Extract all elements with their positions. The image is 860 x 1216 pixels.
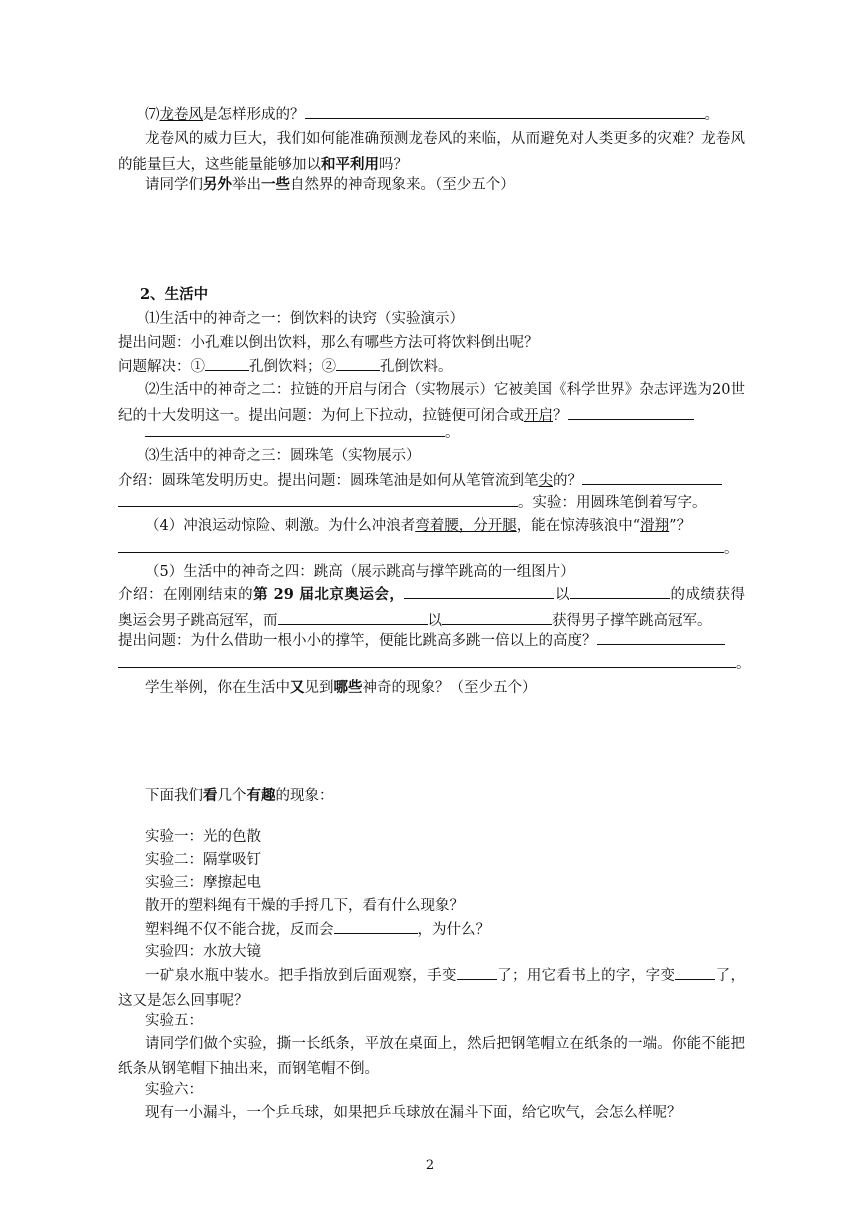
item2-underline: 开启 bbox=[524, 408, 553, 424]
item1-title: ⑴生活中的神奇之一：倒饮料的诀窍（实验演示） bbox=[145, 311, 464, 327]
item4-continuation bbox=[118, 536, 745, 561]
section-heading-life bbox=[118, 283, 767, 307]
examples-bold-1: 又 bbox=[290, 679, 305, 696]
solve-c: 孔倒饮料。 bbox=[380, 359, 453, 375]
examples-prompt bbox=[118, 676, 772, 700]
item5-end: 。 bbox=[736, 656, 751, 672]
tornado-text-b: 吗？ bbox=[379, 157, 408, 173]
blank-highjump-score[interactable] bbox=[570, 582, 670, 599]
item3-end: 。实验：用圆珠笔倒着写字。 bbox=[518, 495, 707, 511]
examples-bold-2: 哪些 bbox=[333, 679, 363, 696]
answer-blank-surf[interactable] bbox=[118, 536, 724, 553]
blank-word[interactable] bbox=[675, 963, 715, 980]
answer-blank-pen-2[interactable] bbox=[118, 490, 518, 507]
item2-text: ⑵生活中的神奇之二：拉链的开启与闭合（实物展示）它被美国《科学世界》杂志评选为20世纪的十大发明这一。提出问题：为何上下拉动，拉链便可闭合或 bbox=[118, 382, 745, 424]
item2-q-mark: ？ bbox=[553, 408, 568, 424]
experiment-6: 实验六： bbox=[145, 1082, 203, 1098]
page-number: 2 bbox=[425, 1158, 435, 1173]
item4-underline-2: 滑翔 bbox=[640, 518, 670, 534]
item5-q-text: 提出问题：为什么借助一根小小的撑竿，便能比跳高多跳一倍以上的高度？ bbox=[118, 633, 597, 649]
item4-text-a: （4）冲浪运动惊险、刺激。为什么冲浪者 bbox=[145, 518, 416, 534]
item1-solution bbox=[118, 354, 745, 379]
item3-underline: 尖 bbox=[538, 473, 553, 489]
blank-highjump-athlete[interactable] bbox=[404, 582, 554, 599]
item4-end: 。 bbox=[724, 541, 739, 557]
paragraph-ask-nature bbox=[118, 172, 745, 198]
blank-hole-2[interactable] bbox=[336, 354, 380, 371]
answer-blank-pen[interactable] bbox=[582, 468, 722, 485]
experiment-2: 实验二：隔掌吸钉 bbox=[145, 852, 261, 868]
item4-text-c: ”？ bbox=[669, 518, 692, 534]
ask-bold-1: 另外 bbox=[203, 176, 232, 193]
solve-a: 问题解决：① bbox=[118, 359, 205, 375]
experiment-1: 实验一：光的色散 bbox=[145, 829, 261, 845]
intro-bold-1: 看 bbox=[203, 787, 218, 804]
item4-question bbox=[118, 514, 772, 538]
ask-d: 自然界的神奇现象来。（至少五个） bbox=[290, 177, 515, 193]
experiment-6-text: 现有一小漏斗，一个乒乓球，如果把乒乓球放在漏斗下面，给它吹气，会怎么样呢？ bbox=[145, 1105, 682, 1121]
item3-continuation bbox=[118, 490, 745, 515]
item5-text-b: 以 bbox=[554, 587, 570, 603]
item5-text-e: 获得男子撑竿跳高冠军。 bbox=[552, 613, 712, 629]
intro-bold-2: 有趣 bbox=[246, 787, 276, 804]
intro-a: 下面我们 bbox=[145, 788, 203, 804]
ask-c: 举出 bbox=[232, 177, 261, 193]
answer-blank-pole-2[interactable] bbox=[118, 651, 736, 668]
exp3-text-b: ，为什么？ bbox=[417, 922, 490, 938]
experiment-3-step: 散开的塑料绳有干燥的手捋几下，看有什么现象？ bbox=[145, 898, 464, 914]
item5-text-a: 介绍：在刚刚结束的 bbox=[118, 587, 254, 603]
exp4-text-c: 了，这又是怎么回事呢？ bbox=[118, 968, 746, 1009]
paragraph-tornado bbox=[118, 127, 745, 178]
answer-blank-zipper-2[interactable] bbox=[145, 420, 445, 437]
blank-rope[interactable] bbox=[334, 917, 418, 934]
answer-blank[interactable] bbox=[305, 102, 705, 119]
blank-hole-1[interactable] bbox=[205, 354, 249, 371]
experiment-5-text: 请同学们做个实验，撕一长纸条，平放在桌面上，然后把钢笔帽立在纸条的一端。你能不能把纸条从钢笔帽下抽出来，而钢笔帽不倒。 bbox=[118, 1036, 745, 1077]
item5-question bbox=[118, 628, 745, 653]
blank-pole-score[interactable] bbox=[442, 608, 552, 625]
item5-intro bbox=[118, 582, 745, 634]
examples-a: 学生举例，你在生活中 bbox=[145, 680, 290, 696]
tornado-text-a: 龙卷风的威力巨大，我们如何能准确预测龙卷风的来临，从而避免对人类更多的灾难？龙卷风的能量巨大，这些能量能够加以 bbox=[118, 131, 745, 173]
exp3-text-a: 塑料绳不仅不能合拢，反而会 bbox=[145, 922, 334, 938]
q7-text: 是怎样形成的？ bbox=[203, 107, 305, 123]
heading-text: 2、生活中 bbox=[140, 286, 209, 303]
experiment-4: 实验四：水放大镜 bbox=[145, 944, 261, 960]
experiment-3: 实验三：摩擦起电 bbox=[145, 875, 261, 891]
question-7: ⑺龙卷风是怎样形成的？ 。 bbox=[118, 102, 745, 127]
item3-text: 介绍：圆珠笔发明历史。提出问题：圆珠笔油是如何从笔管流到笔 bbox=[118, 473, 539, 489]
item3-title: ⑶生活中的神奇之三：圆珠笔（实物展示） bbox=[145, 448, 421, 464]
intro-c: 几个 bbox=[217, 788, 247, 804]
ask-a: 请同学们 bbox=[145, 177, 203, 193]
experiment-5: 实验五： bbox=[145, 1013, 203, 1029]
intro-d: 的现象： bbox=[275, 788, 334, 804]
experiment-3-question bbox=[118, 917, 772, 942]
blank-pole-athlete[interactable] bbox=[278, 608, 428, 625]
solve-b: 孔倒饮料；② bbox=[249, 359, 336, 375]
ask-bold-2: 一些 bbox=[261, 176, 290, 193]
item5-title: （5）生活中的神奇之四：跳高（展示跳高与撑竿跳高的一组图片） bbox=[145, 564, 575, 580]
item4-underline-1: 弯着腰，分开腿 bbox=[415, 518, 517, 534]
exp4-text-a: 一矿泉水瓶中装水。把手指放到后面观察，手变 bbox=[145, 968, 457, 984]
blank-hand[interactable] bbox=[457, 963, 497, 980]
item5-bold: 第 29 届北京奥运会， bbox=[253, 586, 405, 603]
item2-continuation bbox=[118, 420, 772, 445]
item1-question: 提出问题：小孔难以倒出饮料，那么有哪些方法可将饮料倒出呢？ bbox=[118, 335, 539, 351]
item3-q: 的？ bbox=[553, 473, 582, 489]
examples-d: 神奇的现象？（至少五个） bbox=[362, 680, 537, 696]
item4-text-b: ，能在惊涛骇浪中“ bbox=[516, 518, 641, 534]
q7-number: ⑺ bbox=[145, 107, 160, 123]
interesting-intro bbox=[118, 784, 772, 808]
experiment-4-text bbox=[118, 963, 745, 1014]
term-tornado: 龙卷风 bbox=[159, 107, 203, 123]
item5-continuation bbox=[118, 651, 751, 676]
answer-blank-pole[interactable] bbox=[597, 628, 725, 645]
item5-text-d: 以 bbox=[427, 613, 442, 629]
item5-text-c: 的成绩获得奥运会男子跳高冠军，而 bbox=[118, 587, 746, 629]
answer-blank-zipper[interactable] bbox=[568, 403, 694, 420]
item2-end: 。 bbox=[445, 425, 460, 441]
exp4-text-b: 了；用它看书上的字，字变 bbox=[496, 968, 676, 984]
examples-c: 见到 bbox=[304, 680, 334, 696]
tornado-bold: 和平利用 bbox=[321, 156, 379, 173]
